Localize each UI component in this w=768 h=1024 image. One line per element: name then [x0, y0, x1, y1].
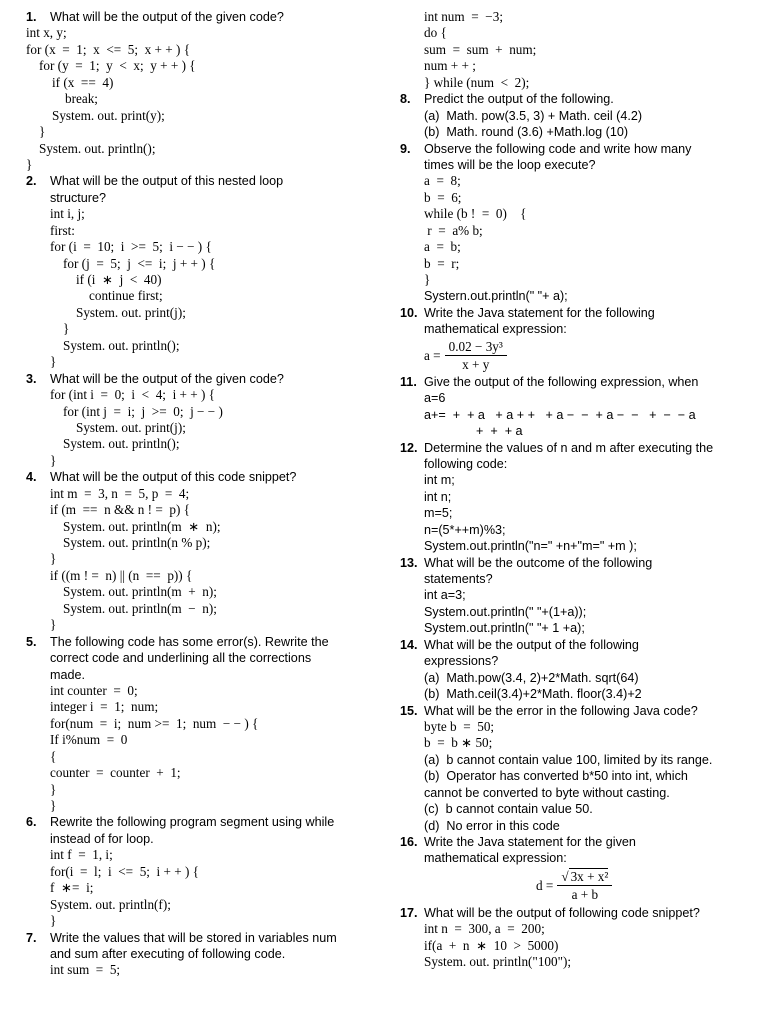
- line-text: first:: [50, 222, 75, 238]
- code-line: [26, 683, 376, 699]
- line-text: for(i = l; i <= 5; i + + ) {: [50, 863, 200, 879]
- code-line: [26, 256, 376, 272]
- line-text: a = b;: [424, 239, 461, 255]
- line-text: Predict the output of the following.: [424, 92, 614, 107]
- line-text: }: [50, 798, 57, 813]
- code-line: [26, 716, 376, 732]
- line-text: following code:: [424, 456, 508, 471]
- line-text: + + + a: [476, 424, 523, 439]
- question-number: 16.: [400, 835, 418, 849]
- line-text: int m;: [424, 473, 455, 488]
- question-heading: [26, 634, 376, 650]
- line-text: System. out. println(m − n);: [63, 600, 217, 616]
- code-line: [400, 921, 745, 937]
- code-line: [26, 453, 376, 469]
- code-line: [400, 256, 745, 272]
- line-text: if (x == 4): [52, 74, 114, 90]
- code-line: [26, 551, 376, 567]
- line-text: b = r;: [424, 255, 460, 271]
- line-text: times will be the loop execute?: [424, 157, 596, 172]
- line-text: statements?: [424, 572, 493, 586]
- line-text: System. out. println("100");: [424, 954, 572, 970]
- text-line: [26, 190, 376, 206]
- code-line: [400, 272, 745, 288]
- text-line: [400, 801, 745, 817]
- code-line: [26, 880, 376, 896]
- line-text: System. out. println();: [63, 337, 180, 353]
- code-line: [400, 173, 745, 189]
- line-text: }: [50, 781, 57, 797]
- line-text: }: [50, 617, 57, 633]
- line-text: }: [424, 272, 431, 287]
- line-text: (b) Operator has converted b*50 into int, which: [424, 769, 688, 784]
- line-text: Systern.out.println(" "+ a);: [424, 289, 568, 304]
- code-line: [26, 617, 376, 633]
- text-line: [400, 538, 745, 554]
- code-line: [26, 141, 376, 157]
- line-text: Write the Java statement for the following: [424, 305, 655, 320]
- line-text: n=(5*++m)%3;: [424, 522, 506, 537]
- code-line: [400, 223, 745, 239]
- text-line: [400, 604, 745, 620]
- line-text: System. out. print(y);: [52, 107, 165, 123]
- code-line: [26, 305, 376, 321]
- code-line: [26, 601, 376, 617]
- question-heading: [26, 930, 376, 946]
- line-text: The following code has some error(s). Rewrite the: [50, 634, 329, 649]
- line-text: (b) Math. round (3.6) +Math.log (10): [424, 125, 629, 140]
- question-heading: [26, 371, 376, 387]
- line-text: }: [50, 913, 57, 929]
- line-text: mathematical expression:: [424, 322, 567, 337]
- fraction-numerator: [557, 868, 612, 886]
- line-text: correct code and underlining all the corrections: [50, 651, 312, 666]
- left-column: [26, 9, 376, 979]
- square-root-icon: √: [561, 869, 569, 885]
- code-line: [400, 239, 745, 255]
- line-text: int f = 1, i;: [50, 847, 113, 863]
- line-text: (c) b cannot contain value 50.: [424, 802, 593, 817]
- code-line: [400, 719, 745, 735]
- fraction-numerator: 0.02 − 3y³: [445, 338, 507, 356]
- code-line: [26, 502, 376, 518]
- line-text: continue first;: [89, 288, 163, 304]
- line-text: Write the Java statement for the given: [424, 835, 636, 849]
- code-line: [400, 42, 745, 58]
- line-text: int m = 3, n = 5, p = 4;: [50, 485, 190, 501]
- code-line: [26, 338, 376, 354]
- line-text: What will be the output of the following: [424, 637, 639, 652]
- line-text: System. out. println(n % p);: [63, 535, 211, 550]
- code-line: [400, 190, 745, 206]
- text-line: [400, 587, 745, 603]
- code-line: [26, 321, 376, 337]
- line-text: structure?: [50, 190, 106, 205]
- line-text: num + + ;: [424, 58, 476, 74]
- line-text: What will be the output of the given code?: [50, 371, 284, 386]
- line-text: for(num = i; num >= 1; num − − ) {: [50, 715, 259, 731]
- line-text: while (b ! = 0) {: [424, 206, 527, 222]
- line-text: (a) Math.pow(3.4, 2)+2*Math. sqrt(64): [424, 670, 639, 685]
- question-number: 7.: [26, 930, 37, 945]
- line-text: byte b = 50;: [424, 718, 495, 734]
- line-text: }: [50, 551, 57, 567]
- text-line: [400, 768, 745, 784]
- text-line: [26, 667, 376, 683]
- question-number: 9.: [400, 141, 411, 156]
- line-text: What will be the output of the given code?: [50, 10, 284, 24]
- line-text: System.out.println(" "+(1+a));: [424, 604, 587, 619]
- line-text: and sum after executing of following code.: [50, 946, 286, 961]
- line-text: Rewrite the following program segment using while: [50, 815, 335, 830]
- line-text: }: [63, 321, 70, 337]
- question-heading: [26, 9, 376, 25]
- line-text: b = 6;: [424, 189, 462, 205]
- code-line: [26, 223, 376, 239]
- text-line: [400, 620, 745, 636]
- code-line: [26, 962, 376, 978]
- text-line: [400, 653, 745, 669]
- line-text: System.out.println("n=" +n+"m=" +m );: [424, 539, 637, 554]
- line-text: }: [50, 354, 57, 370]
- line-text: }: [26, 156, 33, 172]
- code-line: [26, 864, 376, 880]
- code-line: [26, 486, 376, 502]
- question-heading: [400, 374, 745, 390]
- line-text: a = 8;: [424, 173, 461, 189]
- text-line: [26, 831, 376, 847]
- line-text: integer i = 1; num;: [50, 699, 159, 715]
- line-text: What will be the output of this nested loop: [50, 174, 284, 189]
- line-text: for (x = 1; x <= 5; x + + ) {: [26, 41, 191, 57]
- code-line: [26, 897, 376, 913]
- code-line: [26, 404, 376, 420]
- question-number: 14.: [400, 637, 418, 652]
- line-text: int num = −3;: [424, 9, 503, 24]
- question-number: 17.: [400, 905, 418, 920]
- radicand: 3x + x²: [570, 869, 609, 885]
- question-number: 12.: [400, 440, 418, 455]
- code-line: [26, 420, 376, 436]
- fraction: [557, 868, 612, 903]
- line-text: sum = sum + num;: [424, 41, 537, 57]
- line-text: if (i ∗ j < 40): [76, 272, 162, 287]
- line-text: Give the output of the following expression, when: [424, 374, 699, 389]
- line-text: int a=3;: [424, 588, 466, 603]
- text-line: [400, 670, 745, 686]
- line-text: }: [39, 124, 46, 140]
- line-text: cannot be converted to byte without casting.: [424, 785, 670, 800]
- question-number: 1.: [26, 10, 37, 24]
- question-number: 3.: [26, 371, 37, 386]
- text-line: [400, 686, 745, 702]
- text-line: [400, 288, 745, 304]
- fraction-denominator: a + b: [571, 887, 599, 903]
- code-line: [26, 58, 376, 74]
- question-number: 5.: [26, 634, 37, 649]
- line-text: a=6: [424, 391, 446, 406]
- question-heading: [26, 469, 376, 485]
- code-line: [26, 387, 376, 403]
- question-number: 11.: [400, 374, 417, 389]
- line-text: r = a% b;: [424, 222, 483, 238]
- question-number: 4.: [26, 470, 37, 485]
- line-text: instead of for loop.: [50, 831, 154, 846]
- line-text: for (int j = i; j >= 0; j − − ): [63, 403, 223, 419]
- text-line: [400, 472, 745, 488]
- question-heading: [26, 814, 376, 830]
- code-line: [26, 782, 376, 798]
- line-text: for (i = 10; i >= 5; i − − ) {: [50, 239, 212, 255]
- line-text: (b) Math.ceil(3.4)+2*Math. floor(3.4)+2: [424, 687, 642, 702]
- question-number: 8.: [400, 92, 411, 107]
- text-line: [400, 321, 745, 337]
- line-text: System. out. print(j);: [76, 419, 186, 435]
- code-line: [26, 157, 376, 173]
- code-line: [26, 847, 376, 863]
- code-line: [26, 124, 376, 140]
- line-text: int x, y;: [26, 25, 67, 41]
- question-heading: [400, 703, 745, 719]
- code-line: [26, 568, 376, 584]
- line-text: What will be the error in the following Java code?: [424, 703, 698, 718]
- line-text: for (j = 5; j <= i; j + + ) {: [63, 255, 216, 271]
- line-text: System. out. println(m ∗ n);: [63, 518, 221, 534]
- code-line: [26, 272, 376, 288]
- code-line: [26, 699, 376, 715]
- line-text: do {: [424, 25, 447, 41]
- text-line: [400, 818, 745, 834]
- line-text: int counter = 0;: [50, 682, 138, 698]
- question-heading: [400, 91, 745, 107]
- line-text: int n = 300, a = 200;: [424, 921, 545, 937]
- line-text: } while (num < 2);: [424, 74, 530, 90]
- code-line: [400, 75, 745, 91]
- line-text: f ∗= i;: [50, 880, 94, 896]
- code-line: [400, 58, 745, 74]
- code-line: [26, 913, 376, 929]
- question-number: 13.: [400, 555, 418, 570]
- code-line: [26, 519, 376, 535]
- line-text: System.out.println(" "+ 1 +a);: [424, 621, 585, 636]
- code-line: [26, 25, 376, 41]
- text-line: [400, 423, 745, 439]
- question-number: 10.: [400, 305, 418, 320]
- question-heading: [400, 834, 745, 850]
- text-line: [400, 752, 745, 768]
- text-line: [400, 456, 745, 472]
- code-line: [26, 535, 376, 551]
- code-line: [26, 75, 376, 91]
- code-line: [400, 25, 745, 41]
- text-line: [400, 489, 745, 505]
- text-line: [400, 108, 745, 124]
- line-text: System. out. println(m + n);: [63, 584, 217, 600]
- line-text: if (m == n && n ! = p) {: [50, 502, 190, 518]
- line-text: If i%num = 0: [50, 732, 128, 748]
- line-text: {: [50, 748, 57, 764]
- line-text: System. out. println();: [39, 140, 156, 156]
- line-text: for (y = 1; y < x; y + + ) {: [39, 58, 196, 74]
- line-text: int sum = 5;: [50, 962, 121, 978]
- line-text: Determine the values of n and m after executing the: [424, 440, 714, 455]
- question-heading: [400, 905, 745, 921]
- code-line: [26, 798, 376, 814]
- line-text: System. out. println();: [63, 436, 180, 452]
- code-line: [400, 9, 745, 25]
- code-line: [26, 354, 376, 370]
- text-line: [400, 407, 745, 423]
- question-heading: [400, 637, 745, 653]
- line-text: }: [50, 452, 57, 468]
- code-line: [400, 954, 745, 970]
- line-text: Observe the following code and write how many: [424, 141, 692, 156]
- line-text: System. out. print(j);: [76, 304, 186, 320]
- code-line: [400, 735, 745, 751]
- code-line: [26, 436, 376, 452]
- code-line: [26, 765, 376, 781]
- question-number: 15.: [400, 703, 418, 718]
- code-line: [400, 938, 745, 954]
- text-line: [400, 850, 745, 866]
- line-text: int n;: [424, 489, 452, 504]
- line-text: What will be the outcome of the following: [424, 555, 653, 570]
- line-text: (a) Math. pow(3.5, 3) + Math. ceil (4.2): [424, 108, 643, 123]
- question-heading: [400, 555, 745, 571]
- line-text: break;: [65, 91, 98, 107]
- line-text: What will be the output of this code snippet?: [50, 470, 297, 485]
- line-text: made.: [50, 667, 86, 682]
- line-text: for (int i = 0; i < 4; i + + ) {: [50, 387, 216, 403]
- text-line: [26, 946, 376, 962]
- right-column: [400, 9, 745, 971]
- fraction-denominator: x + y: [462, 357, 490, 373]
- code-line: [26, 749, 376, 765]
- math-expression: [400, 867, 745, 905]
- text-line: [400, 390, 745, 406]
- line-text: b = b ∗ 50;: [424, 735, 493, 751]
- code-line: [26, 91, 376, 107]
- code-line: [26, 584, 376, 600]
- fraction: [445, 338, 507, 373]
- line-text: if ((m ! = n) || (n == p)) {: [50, 567, 193, 583]
- code-line: [26, 732, 376, 748]
- question-heading: [400, 305, 745, 321]
- line-text: expressions?: [424, 654, 499, 669]
- code-line: [26, 239, 376, 255]
- text-line: [26, 650, 376, 666]
- line-text: int i, j;: [50, 206, 85, 222]
- question-heading: [400, 440, 745, 456]
- question-number: 2.: [26, 174, 37, 189]
- text-line: [400, 505, 745, 521]
- question-heading: [26, 173, 376, 189]
- expression-lhs: d =: [536, 877, 554, 893]
- line-text: counter = counter + 1;: [50, 765, 181, 781]
- text-line: [400, 157, 745, 173]
- expression-lhs: a =: [424, 347, 441, 363]
- code-line: [26, 108, 376, 124]
- line-text: Write the values that will be stored in variables num: [50, 930, 337, 945]
- code-line: [26, 206, 376, 222]
- line-text: if(a + n ∗ 10 > 5000): [424, 937, 559, 953]
- code-line: [26, 42, 376, 58]
- line-text: What will be the output of following code snippet?: [424, 905, 700, 920]
- math-expression: [400, 338, 745, 374]
- code-line: [400, 206, 745, 222]
- line-text: mathematical expression:: [424, 851, 567, 866]
- text-line: [400, 522, 745, 538]
- question-heading: [400, 141, 745, 157]
- text-line: [400, 571, 745, 587]
- line-text: (d) No error in this code: [424, 818, 560, 833]
- code-line: [26, 288, 376, 304]
- text-line: [400, 124, 745, 140]
- question-number: 6.: [26, 815, 37, 830]
- line-text: System. out. println(f);: [50, 896, 171, 912]
- text-line: [400, 785, 745, 801]
- line-text: a+= + + a + a + + + a − − + a − − + − − a: [424, 407, 696, 422]
- line-text: (a) b cannot contain value 100, limited by its range.: [424, 752, 713, 767]
- line-text: m=5;: [424, 506, 453, 521]
